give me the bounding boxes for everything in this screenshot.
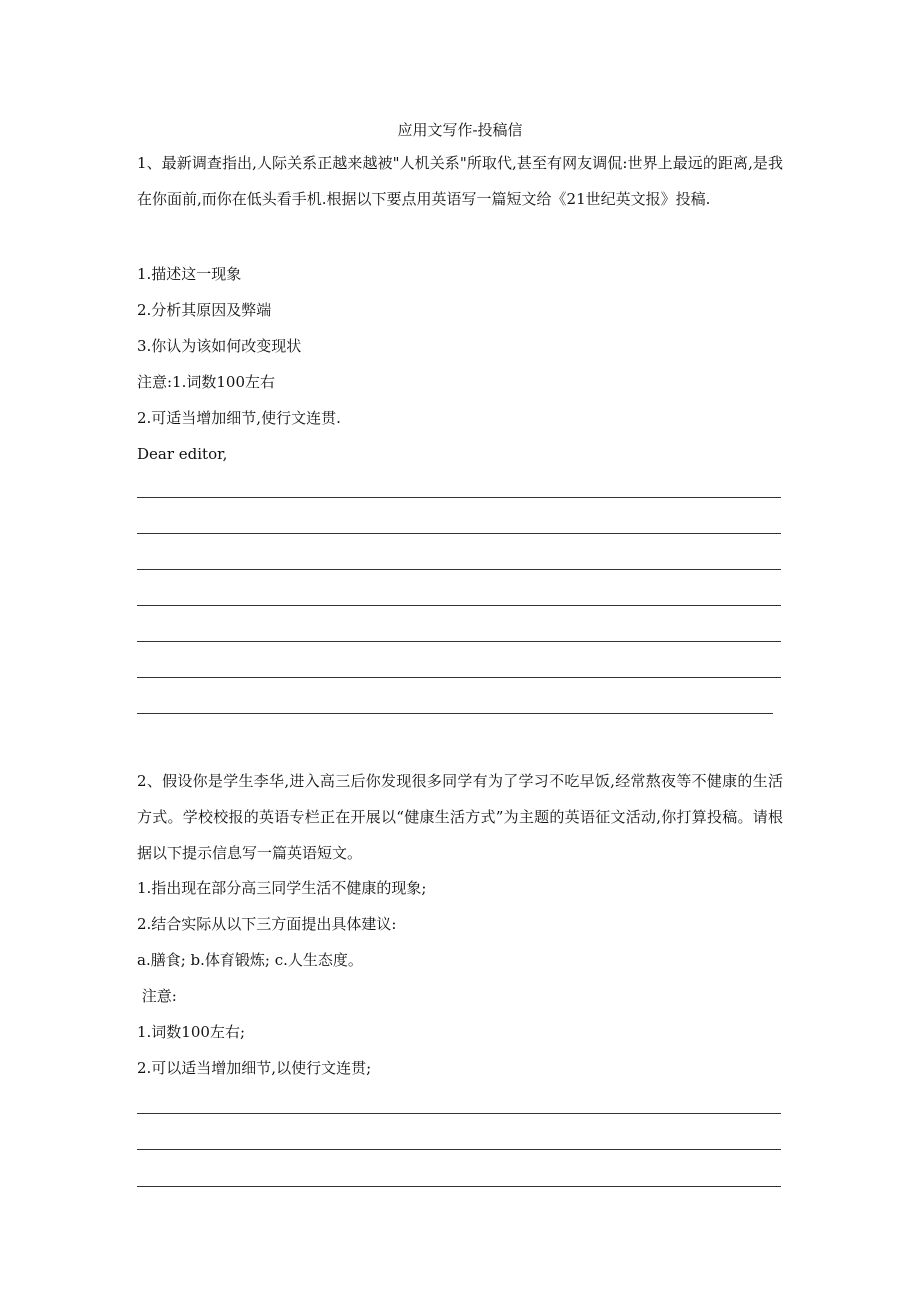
- answer-line: [137, 1113, 781, 1114]
- answer-line: [137, 713, 773, 714]
- task2-note-2: 2.可以适当增加细节,以使行文连贯;: [137, 1059, 372, 1077]
- task1-point-3: 3.你认为该如何改变现状: [137, 337, 302, 355]
- task1-prompt: 1、最新调查指出,人际关系正越来越被"人机关系"所取代,甚至有网友调侃:世界上最远的距离,是我在你面前,而你在低头看手机.根据以下要点用英语写一篇短文给《21世纪英文报》投稿.: [137, 154, 783, 208]
- answer-line: [137, 677, 781, 678]
- task2-point-1: 1.指出现在部分高三同学生活不健康的现象;: [137, 879, 427, 897]
- task2-point-3: a.膳食; b.体育锻炼; c.人生态度。: [137, 951, 363, 969]
- answer-line: [137, 533, 781, 534]
- answer-line: [137, 641, 781, 642]
- answer-line: [137, 569, 781, 570]
- task1-point-1: 1.描述这一现象: [137, 265, 242, 283]
- task2-prompt: 2、假设你是学生李华,进入高三后你发现很多同学有为了学习不吃早饭,经常熬夜等不健康的生活方式。学校校报的英语专栏正在开展以“健康生活方式”为主题的英语征文活动,你打算投稿。请根据以下提示信息写一篇英语短文。: [137, 772, 783, 862]
- answer-line: [137, 1186, 781, 1187]
- task1-note-2: 2.可适当增加细节,使行文连贯.: [137, 409, 341, 427]
- task1-note-1: 注意:1.词数100左右: [137, 373, 275, 391]
- task2-point-2: 2.结合实际从以下三方面提出具体建议:: [137, 915, 397, 933]
- answer-line: [137, 1149, 781, 1150]
- answer-line: [137, 497, 781, 498]
- answer-line: [137, 605, 781, 606]
- task1-point-2: 2.分析其原因及弊端: [137, 301, 272, 319]
- task2-notes-heading: 注意:: [137, 987, 177, 1005]
- task2-note-1: 1.词数100左右;: [137, 1023, 245, 1041]
- task1-salutation: Dear editor,: [137, 445, 228, 463]
- document-title: 应用文写作-投稿信: [397, 121, 523, 139]
